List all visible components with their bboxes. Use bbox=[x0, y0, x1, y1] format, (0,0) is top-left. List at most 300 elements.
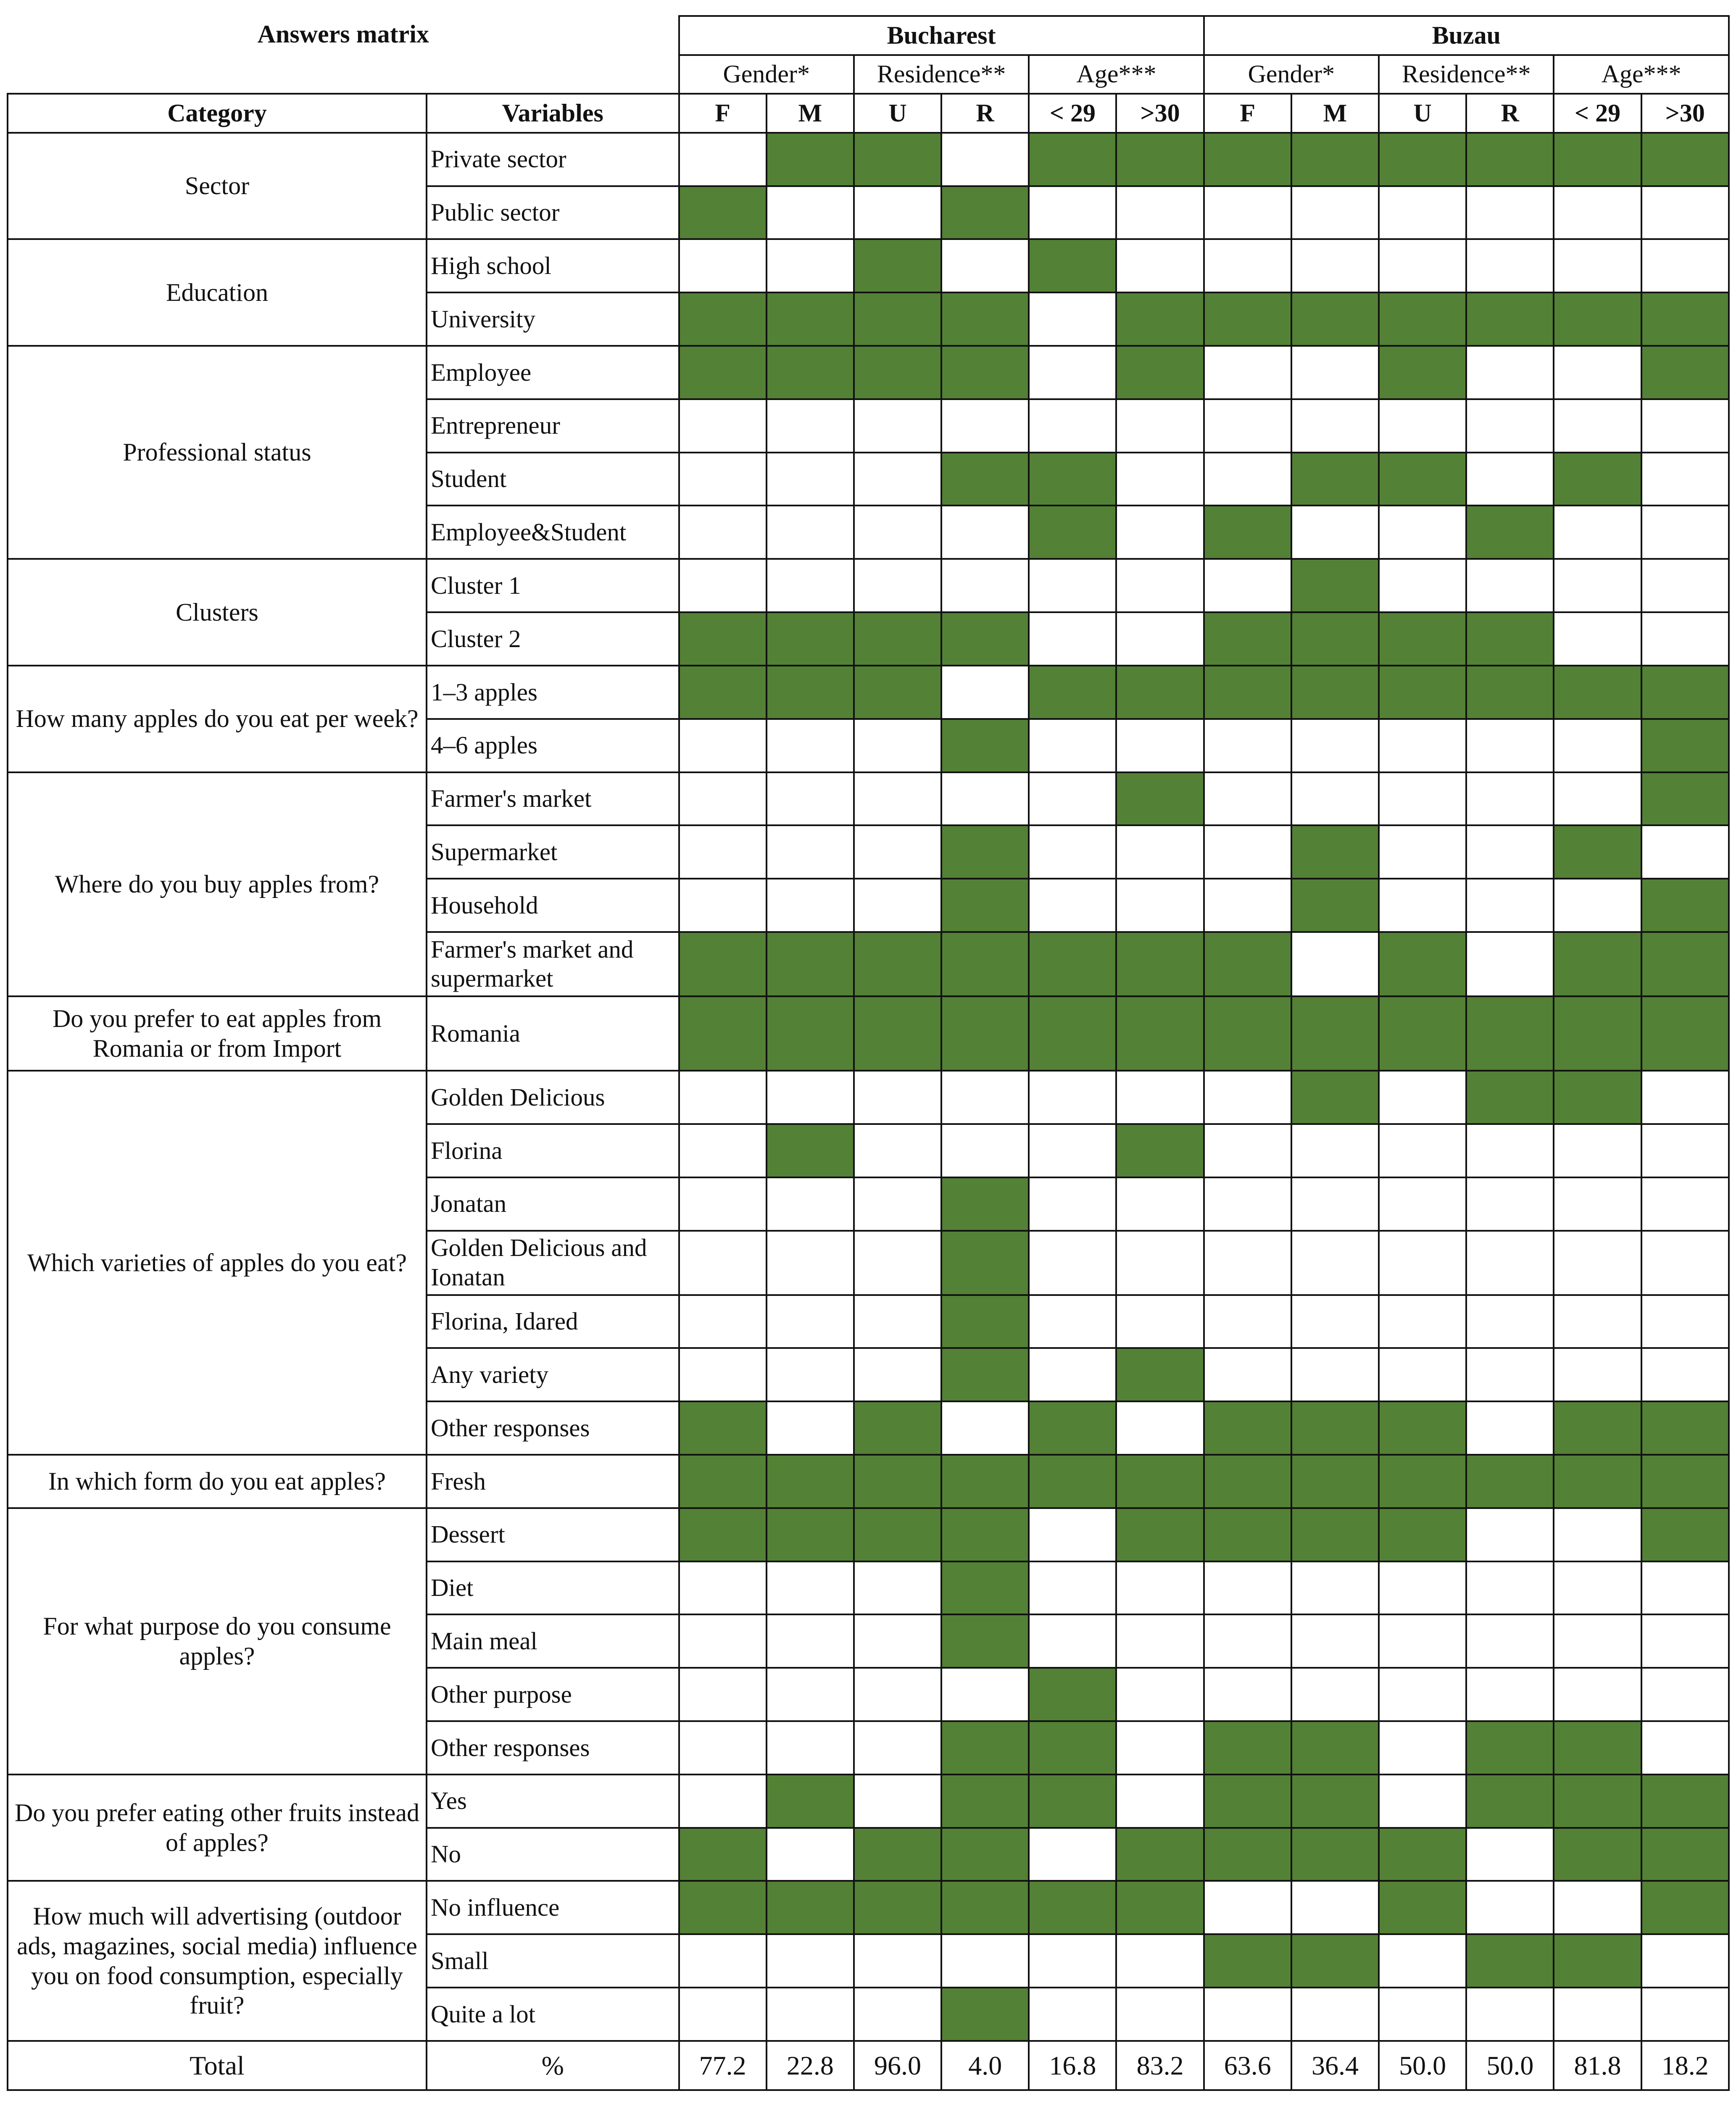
answer-cell-filled bbox=[1291, 133, 1379, 186]
answer-cell-empty bbox=[767, 1295, 854, 1348]
answer-cell-empty bbox=[767, 879, 854, 932]
group-header-bucharest: Bucharest bbox=[679, 16, 1204, 55]
answer-cell-empty bbox=[1291, 1348, 1379, 1401]
answer-cell-empty bbox=[1554, 1881, 1641, 1934]
answer-cell-empty bbox=[1466, 1988, 1554, 2041]
answer-cell-filled bbox=[1554, 1721, 1641, 1775]
answer-cell-empty bbox=[1116, 1231, 1204, 1295]
answer-cell-filled bbox=[1029, 932, 1116, 996]
variable-label: Farmer's market bbox=[427, 772, 679, 826]
variable-label: 4–6 apples bbox=[427, 719, 679, 772]
variable-label: Any variety bbox=[427, 1348, 679, 1401]
answer-cell-filled bbox=[1204, 666, 1291, 719]
answer-cell-filled bbox=[1554, 292, 1641, 346]
matrix-row bbox=[8, 996, 1729, 1071]
answer-cell-filled bbox=[1554, 1455, 1641, 1508]
answer-cell-empty bbox=[1029, 1124, 1116, 1177]
total-value: 77.2 bbox=[679, 2041, 767, 2090]
answer-cell-filled bbox=[767, 346, 854, 399]
answer-cell-filled bbox=[1291, 612, 1379, 666]
answer-cell-filled bbox=[1204, 996, 1291, 1071]
answer-cell-empty bbox=[767, 453, 854, 506]
answer-cell-filled bbox=[679, 1881, 767, 1934]
answer-cell-empty bbox=[1116, 239, 1204, 292]
answer-cell-filled bbox=[1204, 292, 1291, 346]
answer-cell-empty bbox=[1291, 186, 1379, 240]
answer-cell-empty bbox=[854, 1124, 941, 1177]
subgroup-age-buzau: Age*** bbox=[1554, 55, 1729, 94]
answer-cell-filled bbox=[1641, 879, 1729, 932]
answer-cell-empty bbox=[941, 1401, 1029, 1455]
variable-label: Jonatan bbox=[427, 1177, 679, 1231]
answer-cell-filled bbox=[1379, 1881, 1466, 1934]
answer-cell-empty bbox=[854, 399, 941, 453]
answer-cell-filled bbox=[1554, 1071, 1641, 1124]
answer-cell-empty bbox=[679, 453, 767, 506]
answer-cell-filled bbox=[941, 292, 1029, 346]
total-value: 50.0 bbox=[1379, 2041, 1466, 2090]
category-label: How many apples do you eat per week? bbox=[8, 666, 427, 772]
answer-cell-empty bbox=[767, 1071, 854, 1124]
answer-cell-empty bbox=[1641, 453, 1729, 506]
subgroup-residence-bucharest: Residence** bbox=[854, 55, 1029, 94]
answer-cell-filled bbox=[941, 612, 1029, 666]
variable-label: Yes bbox=[427, 1775, 679, 1828]
answer-cell-empty bbox=[1379, 559, 1466, 612]
variable-label: Employee bbox=[427, 346, 679, 399]
column-header: U bbox=[854, 94, 941, 133]
answer-cell-empty bbox=[1291, 506, 1379, 559]
answer-cell-empty bbox=[1116, 825, 1204, 879]
variable-label: Diet bbox=[427, 1561, 679, 1615]
answer-cell-empty bbox=[1641, 1348, 1729, 1401]
answer-cell-filled bbox=[767, 1124, 854, 1177]
answer-cell-empty bbox=[1641, 1988, 1729, 2041]
answer-cell-filled bbox=[679, 612, 767, 666]
answer-cell-empty bbox=[1554, 1668, 1641, 1721]
answer-cell-empty bbox=[1291, 719, 1379, 772]
answer-cell-filled bbox=[1291, 666, 1379, 719]
answer-cell-empty bbox=[1554, 1124, 1641, 1177]
column-header: U bbox=[1379, 94, 1466, 133]
answer-cell-filled bbox=[1029, 1721, 1116, 1775]
variable-label: University bbox=[427, 292, 679, 346]
group-header-buzau: Buzau bbox=[1204, 16, 1729, 55]
answer-cell-filled bbox=[941, 996, 1029, 1071]
answer-cell-empty bbox=[1204, 453, 1291, 506]
answer-cell-empty bbox=[941, 239, 1029, 292]
answer-cell-filled bbox=[1554, 453, 1641, 506]
answer-cell-empty bbox=[1379, 1295, 1466, 1348]
variable-label: Fresh bbox=[427, 1455, 679, 1508]
variable-label: Farmer's market and supermarket bbox=[427, 932, 679, 996]
answer-cell-empty bbox=[1554, 1561, 1641, 1615]
answer-cell-empty bbox=[1641, 612, 1729, 666]
answer-cell-empty bbox=[1554, 1231, 1641, 1295]
answer-cell-filled bbox=[1379, 133, 1466, 186]
answer-cell-empty bbox=[679, 239, 767, 292]
answer-cell-empty bbox=[1204, 1614, 1291, 1668]
answer-cell-filled bbox=[679, 932, 767, 996]
answer-cell-empty bbox=[1204, 399, 1291, 453]
answer-cell-empty bbox=[679, 1721, 767, 1775]
answer-cell-filled bbox=[1641, 1401, 1729, 1455]
variable-label: Other responses bbox=[427, 1401, 679, 1455]
answer-cell-empty bbox=[1204, 772, 1291, 826]
answer-cell-empty bbox=[1466, 1614, 1554, 1668]
answer-cell-empty bbox=[854, 1177, 941, 1231]
answer-cell-empty bbox=[941, 1124, 1029, 1177]
answer-cell-filled bbox=[1204, 1721, 1291, 1775]
answer-cell-empty bbox=[1116, 1721, 1204, 1775]
answer-cell-empty bbox=[1116, 1775, 1204, 1828]
answer-cell-empty bbox=[854, 879, 941, 932]
answer-cell-filled bbox=[767, 1881, 854, 1934]
answer-cell-empty bbox=[1029, 612, 1116, 666]
answer-cell-empty bbox=[854, 1561, 941, 1615]
answer-cell-filled bbox=[1379, 346, 1466, 399]
answer-cell-empty bbox=[1204, 559, 1291, 612]
total-value: 81.8 bbox=[1554, 2041, 1641, 2090]
answer-cell-empty bbox=[1029, 719, 1116, 772]
answer-cell-empty bbox=[1379, 1775, 1466, 1828]
answer-cell-filled bbox=[1116, 1828, 1204, 1881]
answer-cell-filled bbox=[1204, 1401, 1291, 1455]
answer-cell-empty bbox=[1379, 1177, 1466, 1231]
answer-cell-filled bbox=[1116, 1348, 1204, 1401]
variable-label: 1–3 apples bbox=[427, 666, 679, 719]
column-header: < 29 bbox=[1029, 94, 1116, 133]
answer-cell-filled bbox=[767, 1455, 854, 1508]
answer-cell-filled bbox=[767, 932, 854, 996]
answer-cell-filled bbox=[1379, 666, 1466, 719]
answer-cell-empty bbox=[1379, 719, 1466, 772]
answer-cell-filled bbox=[1291, 1401, 1379, 1455]
answer-cell-empty bbox=[1116, 1561, 1204, 1615]
answer-cell-empty bbox=[1641, 1668, 1729, 1721]
answer-cell-filled bbox=[1554, 825, 1641, 879]
answer-cell-filled bbox=[1291, 1071, 1379, 1124]
answer-cell-filled bbox=[1291, 1721, 1379, 1775]
answer-cell-empty bbox=[1379, 1668, 1466, 1721]
answer-cell-empty bbox=[1554, 1988, 1641, 2041]
answer-cell-filled bbox=[679, 346, 767, 399]
answer-cell-filled bbox=[1641, 772, 1729, 826]
answer-cell-filled bbox=[1291, 996, 1379, 1071]
answer-cell-empty bbox=[1029, 186, 1116, 240]
answer-cell-empty bbox=[1291, 1295, 1379, 1348]
answer-cell-filled bbox=[1116, 1881, 1204, 1934]
answer-cell-empty bbox=[767, 506, 854, 559]
answer-cell-empty bbox=[854, 559, 941, 612]
answer-cell-empty bbox=[1116, 1988, 1204, 2041]
answer-cell-filled bbox=[854, 612, 941, 666]
answer-cell-empty bbox=[1029, 399, 1116, 453]
variable-label: Household bbox=[427, 879, 679, 932]
answer-cell-empty bbox=[1466, 1177, 1554, 1231]
answer-cell-empty bbox=[1554, 1614, 1641, 1668]
total-value: 16.8 bbox=[1029, 2041, 1116, 2090]
answer-cell-filled bbox=[767, 612, 854, 666]
answer-cell-filled bbox=[1291, 453, 1379, 506]
variable-label: Romania bbox=[427, 996, 679, 1071]
answer-cell-filled bbox=[1641, 996, 1729, 1071]
answer-cell-filled bbox=[941, 1828, 1029, 1881]
answer-cell-empty bbox=[1379, 879, 1466, 932]
answer-cell-empty bbox=[1641, 506, 1729, 559]
variable-label: Public sector bbox=[427, 186, 679, 240]
answer-cell-empty bbox=[679, 1988, 767, 2041]
answer-cell-empty bbox=[1466, 1348, 1554, 1401]
answer-cell-filled bbox=[679, 1828, 767, 1881]
answer-cell-empty bbox=[1291, 399, 1379, 453]
answer-cell-filled bbox=[1291, 1775, 1379, 1828]
answer-cell-empty bbox=[1466, 719, 1554, 772]
answer-cell-filled bbox=[1379, 1508, 1466, 1561]
answer-cell-empty bbox=[1554, 346, 1641, 399]
category-label: Which varieties of apples do you eat? bbox=[8, 1071, 427, 1455]
answer-cell-empty bbox=[941, 399, 1029, 453]
answer-cell-empty bbox=[854, 453, 941, 506]
answer-cell-empty bbox=[1029, 1071, 1116, 1124]
matrix-row bbox=[8, 1881, 1729, 1934]
answer-cell-empty bbox=[854, 1775, 941, 1828]
subgroup-gender-bucharest: Gender* bbox=[679, 55, 854, 94]
answer-cell-filled bbox=[1291, 825, 1379, 879]
answer-cell-filled bbox=[1466, 506, 1554, 559]
answer-cell-empty bbox=[767, 559, 854, 612]
variable-label: No bbox=[427, 1828, 679, 1881]
answer-cell-empty bbox=[941, 1071, 1029, 1124]
answer-cell-empty bbox=[1291, 1668, 1379, 1721]
answer-cell-filled bbox=[1466, 1455, 1554, 1508]
answer-cell-empty bbox=[1291, 239, 1379, 292]
answer-cell-empty bbox=[1379, 186, 1466, 240]
answer-cell-empty bbox=[941, 666, 1029, 719]
answer-cell-empty bbox=[679, 825, 767, 879]
answer-cell-filled bbox=[767, 1775, 854, 1828]
answer-cell-empty bbox=[854, 1071, 941, 1124]
answer-cell-filled bbox=[1291, 1828, 1379, 1881]
answer-cell-filled bbox=[941, 1561, 1029, 1615]
answer-cell-filled bbox=[1116, 133, 1204, 186]
answer-cell-empty bbox=[1466, 1295, 1554, 1348]
answer-cell-empty bbox=[854, 1348, 941, 1401]
answer-cell-filled bbox=[1291, 1455, 1379, 1508]
answer-cell-empty bbox=[1466, 772, 1554, 826]
answer-cell-empty bbox=[854, 1934, 941, 1988]
answer-cell-empty bbox=[1291, 1177, 1379, 1231]
category-label: In which form do you eat apples? bbox=[8, 1455, 427, 1508]
answer-cell-filled bbox=[1204, 1934, 1291, 1988]
answer-cell-empty bbox=[1291, 772, 1379, 826]
answer-cell-filled bbox=[854, 666, 941, 719]
column-header: M bbox=[767, 94, 854, 133]
answer-cell-empty bbox=[1554, 1508, 1641, 1561]
answer-cell-empty bbox=[1204, 1177, 1291, 1231]
answer-cell-empty bbox=[1204, 239, 1291, 292]
answer-cell-empty bbox=[1466, 1231, 1554, 1295]
answer-cell-filled bbox=[941, 1508, 1029, 1561]
subgroup-gender-buzau: Gender* bbox=[1204, 55, 1379, 94]
variable-label: Florina bbox=[427, 1124, 679, 1177]
answer-cell-filled bbox=[1204, 133, 1291, 186]
answer-cell-empty bbox=[679, 399, 767, 453]
answer-cell-empty bbox=[1379, 399, 1466, 453]
answer-cell-filled bbox=[1029, 996, 1116, 1071]
answer-cell-empty bbox=[1554, 399, 1641, 453]
answer-cell-empty bbox=[1466, 1828, 1554, 1881]
answer-cell-empty bbox=[1029, 1988, 1116, 2041]
answer-cell-empty bbox=[679, 506, 767, 559]
answer-cell-empty bbox=[1641, 1071, 1729, 1124]
answer-cell-filled bbox=[1641, 1881, 1729, 1934]
answer-cell-filled bbox=[1204, 612, 1291, 666]
answer-cell-empty bbox=[854, 719, 941, 772]
answer-cell-empty bbox=[1466, 399, 1554, 453]
answer-cell-filled bbox=[1554, 666, 1641, 719]
answer-cell-empty bbox=[1554, 239, 1641, 292]
answer-cell-empty bbox=[1116, 1071, 1204, 1124]
total-row bbox=[8, 2041, 1729, 2090]
category-label: Where do you buy apples from? bbox=[8, 772, 427, 996]
answer-cell-filled bbox=[1641, 133, 1729, 186]
answer-cell-empty bbox=[1554, 719, 1641, 772]
answer-cell-filled bbox=[1466, 292, 1554, 346]
answer-cell-empty bbox=[1204, 1881, 1291, 1934]
answer-cell-filled bbox=[941, 1721, 1029, 1775]
variable-label: Main meal bbox=[427, 1614, 679, 1668]
answer-cell-filled bbox=[941, 1348, 1029, 1401]
answer-cell-empty bbox=[767, 399, 854, 453]
answer-cell-empty bbox=[854, 1614, 941, 1668]
answers-matrix-table bbox=[7, 15, 1730, 2091]
answer-cell-empty bbox=[1379, 825, 1466, 879]
answer-cell-filled bbox=[1204, 932, 1291, 996]
answer-cell-filled bbox=[1466, 1934, 1554, 1988]
column-header: >30 bbox=[1116, 94, 1204, 133]
answer-cell-empty bbox=[1204, 1071, 1291, 1124]
answer-cell-filled bbox=[1116, 346, 1204, 399]
answer-cell-filled bbox=[1029, 1455, 1116, 1508]
total-unit: % bbox=[427, 2041, 679, 2090]
category-label: For what purpose do you consume apples? bbox=[8, 1508, 427, 1775]
answer-cell-empty bbox=[854, 825, 941, 879]
answer-cell-filled bbox=[1641, 1828, 1729, 1881]
answer-cell-filled bbox=[1291, 879, 1379, 932]
answer-cell-filled bbox=[1554, 996, 1641, 1071]
answer-cell-empty bbox=[1554, 1295, 1641, 1348]
answer-cell-empty bbox=[767, 239, 854, 292]
total-value: 18.2 bbox=[1641, 2041, 1729, 2090]
answer-cell-empty bbox=[1466, 559, 1554, 612]
answer-cell-empty bbox=[1291, 1124, 1379, 1177]
column-header: F bbox=[1204, 94, 1291, 133]
answer-cell-empty bbox=[1116, 559, 1204, 612]
answer-cell-empty bbox=[767, 1668, 854, 1721]
answer-cell-filled bbox=[941, 879, 1029, 932]
category-label: Sector bbox=[8, 133, 427, 240]
answer-cell-empty bbox=[767, 1934, 854, 1988]
answer-cell-empty bbox=[854, 1668, 941, 1721]
answer-cell-filled bbox=[1116, 666, 1204, 719]
answer-cell-filled bbox=[1204, 1455, 1291, 1508]
answer-cell-empty bbox=[1554, 612, 1641, 666]
column-header: F bbox=[679, 94, 767, 133]
answer-cell-filled bbox=[1029, 453, 1116, 506]
answer-cell-filled bbox=[1466, 133, 1554, 186]
answer-cell-empty bbox=[679, 879, 767, 932]
answer-cell-empty bbox=[1641, 825, 1729, 879]
answer-cell-empty bbox=[1641, 1561, 1729, 1615]
answer-cell-empty bbox=[1029, 1934, 1116, 1988]
answer-cell-filled bbox=[1116, 1455, 1204, 1508]
answer-cell-empty bbox=[1466, 1401, 1554, 1455]
answer-cell-filled bbox=[1379, 1401, 1466, 1455]
answer-cell-empty bbox=[1029, 1177, 1116, 1231]
answer-cell-filled bbox=[1116, 772, 1204, 826]
answer-cell-empty bbox=[1554, 186, 1641, 240]
answer-cell-empty bbox=[679, 133, 767, 186]
answer-cell-filled bbox=[679, 186, 767, 240]
answer-cell-empty bbox=[941, 772, 1029, 826]
answer-cell-empty bbox=[1029, 1561, 1116, 1615]
answer-cell-filled bbox=[941, 1231, 1029, 1295]
variable-label: Entrepreneur bbox=[427, 399, 679, 453]
answer-cell-empty bbox=[1116, 612, 1204, 666]
category-label: Education bbox=[8, 239, 427, 346]
variable-label: Other purpose bbox=[427, 1668, 679, 1721]
answer-cell-filled bbox=[679, 666, 767, 719]
answer-cell-empty bbox=[854, 1295, 941, 1348]
answer-cell-filled bbox=[1029, 133, 1116, 186]
category-label: Do you prefer eating other fruits instead of apples? bbox=[8, 1775, 427, 1881]
answer-cell-empty bbox=[1116, 1614, 1204, 1668]
answer-cell-filled bbox=[854, 292, 941, 346]
answer-cell-filled bbox=[1641, 666, 1729, 719]
answer-cell-empty bbox=[854, 186, 941, 240]
answer-cell-empty bbox=[1466, 239, 1554, 292]
answer-cell-empty bbox=[1204, 186, 1291, 240]
answer-cell-empty bbox=[941, 1668, 1029, 1721]
answer-cell-empty bbox=[854, 1721, 941, 1775]
answer-cell-empty bbox=[1379, 1614, 1466, 1668]
answer-cell-empty bbox=[1641, 559, 1729, 612]
answer-cell-empty bbox=[1379, 506, 1466, 559]
answer-cell-empty bbox=[1466, 1508, 1554, 1561]
answer-cell-empty bbox=[1204, 825, 1291, 879]
total-value: 96.0 bbox=[854, 2041, 941, 2090]
answer-cell-empty bbox=[679, 1775, 767, 1828]
answer-cell-filled bbox=[767, 666, 854, 719]
answer-cell-filled bbox=[854, 1508, 941, 1561]
variable-label: Small bbox=[427, 1934, 679, 1988]
answer-cell-empty bbox=[679, 719, 767, 772]
answer-cell-empty bbox=[1116, 453, 1204, 506]
answer-cell-empty bbox=[679, 1177, 767, 1231]
answer-cell-empty bbox=[1466, 879, 1554, 932]
variable-label: Golden Delicious bbox=[427, 1071, 679, 1124]
answer-cell-filled bbox=[767, 1508, 854, 1561]
answer-cell-empty bbox=[1116, 719, 1204, 772]
answer-cell-filled bbox=[1116, 292, 1204, 346]
matrix-row bbox=[8, 559, 1729, 612]
answer-cell-empty bbox=[1554, 506, 1641, 559]
total-value: 83.2 bbox=[1116, 2041, 1204, 2090]
answer-cell-empty bbox=[854, 772, 941, 826]
variable-label: Private sector bbox=[427, 133, 679, 186]
answer-cell-filled bbox=[941, 1988, 1029, 2041]
